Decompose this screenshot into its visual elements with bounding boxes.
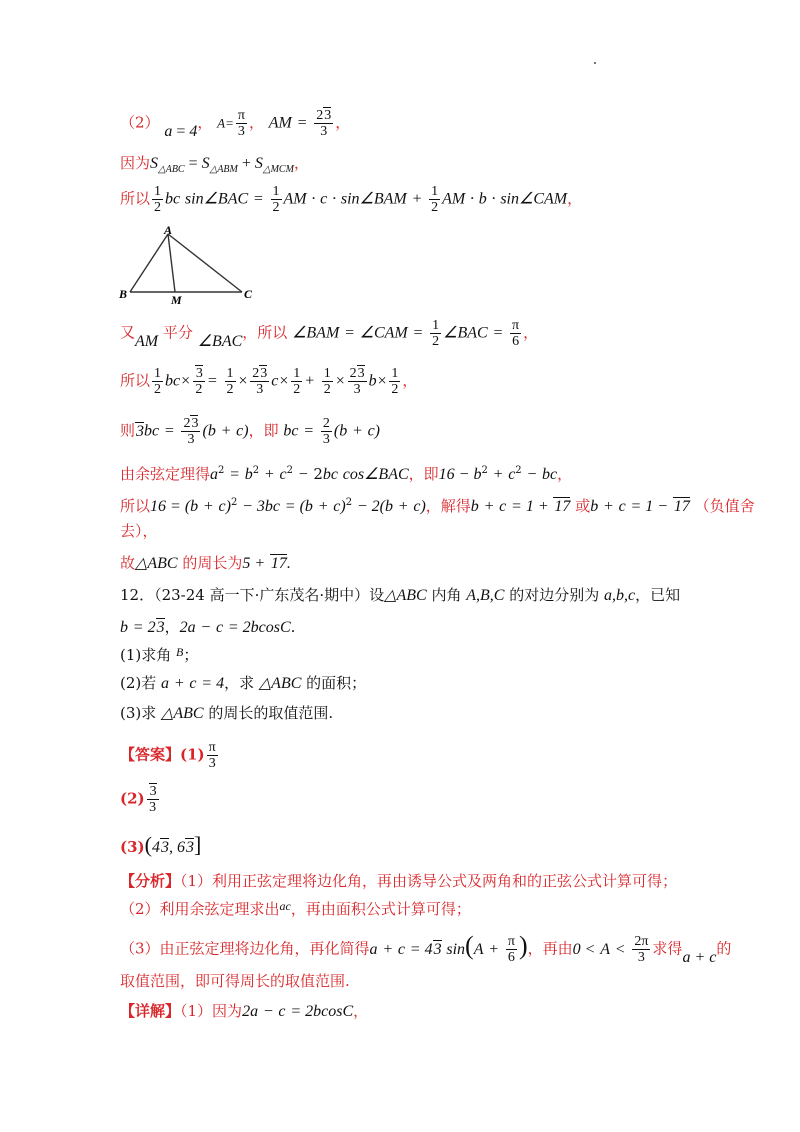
side-ab — [130, 234, 168, 292]
answer-3: (3)(43, 63] — [120, 832, 202, 857]
analysis-line-2: （2）利用余弦定理求出$^{ac}$，再由面积公式计算可得； — [120, 899, 471, 918]
question-1: (1)求角 $^B$； — [120, 645, 199, 664]
part2-given: （2） a = 4， A= $\frac{\pi}{3}$ ， AM = $\frac{23}{3}$ ， — [120, 108, 351, 140]
solve-line-2: 去）， — [120, 522, 158, 540]
problem-12-stem-2: b = 23，2a − c = 2bcosC. — [120, 618, 296, 636]
cosine-law-line: 由余弦定理得$a^2 = b^2 + c^2 - 2bc$ cos∠BAC，即$16 - b^2 + c^2$ − bc， — [120, 465, 573, 483]
answer-1: 【答案】(1) $\frac{\pi}{3}$ — [120, 740, 216, 771]
simplify-line: 则3bc = $\frac{23}{3}$ (b + c)，即 bc = $\frac{2}{3}$ (b + c) — [120, 416, 380, 447]
page-speck — [594, 62, 596, 64]
perimeter-conclusion: 故△ABC 的周长为5 + 17. — [120, 554, 291, 572]
vertex-label-m: M — [171, 293, 182, 306]
vertex-label-c: C — [244, 287, 253, 301]
answer-2: (2) $\frac{3}{3}$ — [120, 784, 157, 815]
part2-label: （2） — [120, 113, 160, 132]
triangle-abc-figure — [116, 226, 266, 306]
segment-am — [168, 234, 175, 292]
problem-12-stem-1: 12．（23-24 高一下·广东茂名·期中）设△ABC 内角 A,B,C 的对边分别为 a,b,c，已知 — [120, 586, 681, 604]
area-sum-line: 因为$S_{\triangle ABC} = S_{\triangle ABM} + S_{\triangle MCM}$， — [120, 154, 309, 176]
substitution-line: 所以 $\frac{1}{2}$ bc× $\frac{3}{2}$ = $\frac{1}{2}$ × $\frac{23}{3}$ c× $\frac{1}{2}$ + $\frac{1}{2}$ × $\frac{23}{3}$ b× $\frac{1}{2}$ ， — [120, 366, 418, 397]
bisector-line: 又AM 平分 ∠BAC，所以 ∠BAM = ∠CAM = $\frac{1}{2}$ ∠BAC = $\frac{\pi}{6}$ ， — [120, 318, 539, 350]
detail-line-1: 【详解】（1）因为2a − c = 2bcosC， — [120, 1002, 369, 1020]
question-3: (3)求 △ABC 的周长的取值范围. — [120, 704, 334, 722]
detail-tag: 【详解】 — [120, 1002, 181, 1020]
analysis-line-4: 取值范围，即可得周长的取值范围. — [120, 972, 350, 990]
answer-tag: 【答案】 — [120, 745, 181, 764]
vertex-label-a: A — [164, 226, 173, 237]
side-ac — [168, 234, 242, 292]
area-equation-line: 所以 $\frac{1}{2}$ bc sin∠BAC = $\frac{1}{2}$ AM · c · sin∠BAM + $\frac{1}{2}$ AM · b · sin∠CAM， — [120, 184, 583, 215]
analysis-line-3: （3）由正弦定理将边化角，再化简得a + c = 43 sin(A + $\frac{\pi}{6}$ )，再由0 < A < $\frac{2\pi}{3}$ 求得a + c的 — [120, 930, 732, 966]
vertex-label-b: B — [119, 287, 128, 301]
solve-line-1: 所以$16 = (b + c)^2 - 3bc = (b + c)^2 - 2(b + c)$，解得b + c = 1 + 17 或b + c = 1 − 17 （负值舍 — [120, 497, 755, 515]
analysis-tag: 【分析】 — [120, 872, 181, 890]
analysis-line-1: 【分析】（1）利用正弦定理将边化角，再由诱导公式及两角和的正弦公式计算可得； — [120, 872, 678, 890]
question-2: (2)若 a + c = 4，求 △ABC 的面积； — [120, 674, 367, 692]
